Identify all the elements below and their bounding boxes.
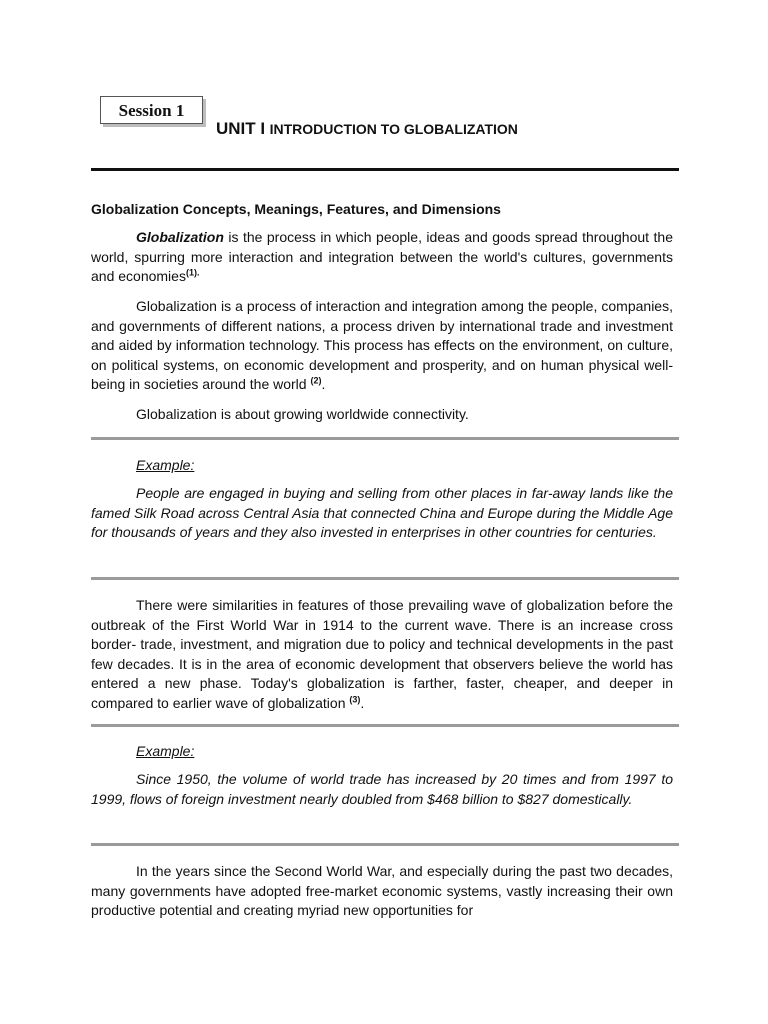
section-divider [91, 724, 679, 727]
paragraph-end: . [360, 694, 365, 711]
definition-term: Globalization [136, 229, 224, 245]
paragraph-text: Globalization is a process of interaction and integration among the people, companies, and governments of different nations, a process driven by international trade and investment and aided by information technology. This process has effects on the environment, on culture, on political systems, on economic development and prosperity, and on human physical well-being in societies around the world [91, 298, 673, 392]
reference-marker: (3) [349, 693, 361, 704]
session-label-box [100, 96, 203, 124]
paragraph-end: . [321, 376, 326, 392]
unit-label: UNIT I [216, 119, 266, 138]
example-label: Example: [136, 743, 195, 759]
paragraph-waves [91, 596, 673, 713]
example-label: Example: [136, 457, 195, 473]
paragraph-text: Globalization is about growing worldwide connectivity. [136, 406, 469, 422]
example-world-trade [91, 770, 673, 809]
session-label: Session 1 [118, 101, 185, 120]
unit-title-text: INTRODUCTION TO GLOBALIZATION [269, 121, 518, 137]
header-divider [91, 168, 679, 171]
paragraph-process [91, 297, 673, 395]
paragraph-free-market [91, 862, 673, 921]
reference-marker: (1). [185, 267, 200, 278]
example-text: Since 1950, the volume of world trade has increased by 20 times and from 1997 to 1999, flows of foreign investment nearly doubled from $468 billion to $827 domestically. [91, 771, 673, 807]
section-divider [91, 437, 679, 440]
paragraph-text: is the process in which people, ideas and goods spread throughout the world, spurring more interaction and integration between the world's cultures, governments and economies [91, 229, 673, 284]
section-heading: Globalization Concepts, Meanings, Features, and Dimensions [91, 201, 501, 217]
example-silk-road [91, 484, 673, 543]
unit-title [216, 119, 518, 139]
section-divider [91, 577, 679, 580]
reference-marker: (2) [310, 375, 322, 386]
section-divider [91, 843, 679, 846]
example-text: People are engaged in buying and selling from other places in far-away lands like the famed Silk Road across Central Asia that connected China and Europe during the Middle Age for thousands of years and they also invested in enterprises in other countries for centuries. [91, 485, 673, 540]
paragraph-text: In the years since the Second World War, and especially during the past two decades, many governments have adopted free-market economic systems, vastly increasing their own productive potential and creating myriad new opportunities for [91, 863, 673, 918]
paragraph-connectivity [91, 405, 673, 425]
paragraph-text: There were similarities in features of those prevailing wave of globalization before the outbreak of the First World War in 1914 to the current wave. There is an increase cross border- trade, investment, and migration due to policy and technical developments in the past few decades. It is in the area of economic development that observers believe the world has entered a new phase. Today's globalization is farther, faster, cheaper, and deeper in compared to earlier wave of globalization [91, 597, 673, 711]
paragraph-definition [91, 228, 673, 287]
